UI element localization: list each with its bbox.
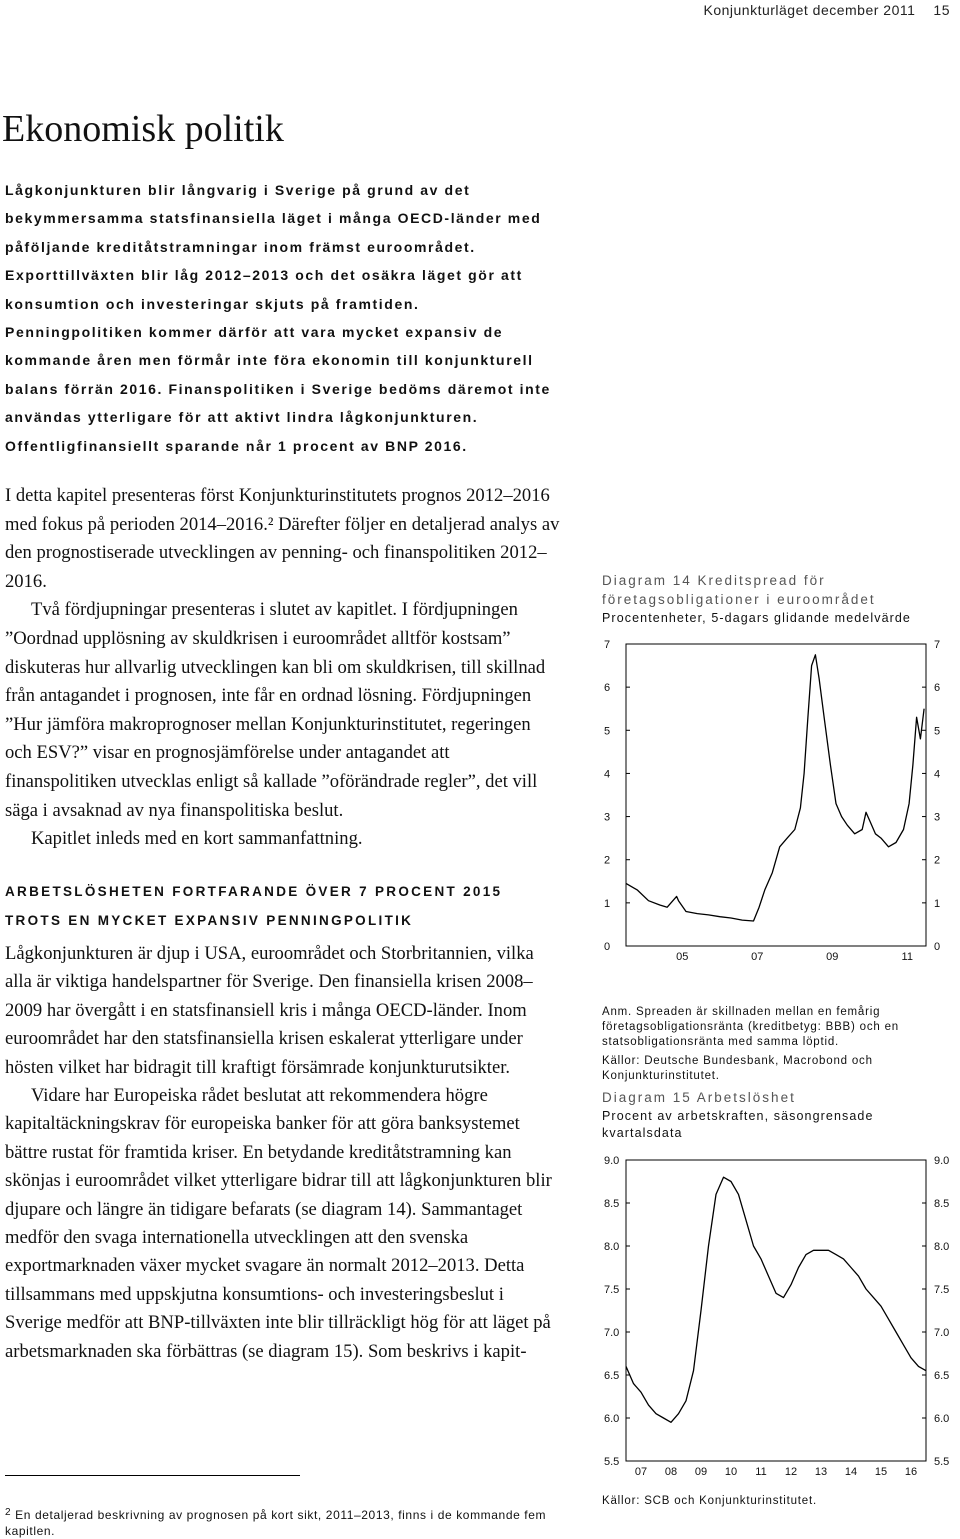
diagram-14-sources: Källor: Deutsche Bundesbank, Macrobond och Konjunkturinstitutet. <box>602 1055 873 1082</box>
diagram-15-ytick-label-right: 8.5 <box>934 1198 950 1210</box>
diagram-14-ytick-label-right: 0 <box>934 941 941 953</box>
diagram-14-header <box>602 571 954 627</box>
diagram-15-ytick-label-left: 6.0 <box>604 1413 620 1425</box>
diagram-14-xtick-label: 09 <box>826 951 839 963</box>
diagram-15-xtick-label: 11 <box>755 1466 767 1478</box>
running-header <box>685 2 950 18</box>
diagram-14-ytick-label-right: 4 <box>934 768 941 781</box>
diagram-15-xtick-label: 16 <box>904 1466 918 1478</box>
publication-name: Konjunkturläget december 2011 <box>703 2 916 18</box>
diagram-14-ytick-label-left: 4 <box>604 768 611 781</box>
footnote-marker: 2 <box>5 1507 12 1518</box>
diagram-14-ytick-label-left: 3 <box>604 811 611 824</box>
diagram-15-ytick-label-left: 8.0 <box>604 1241 620 1253</box>
diagram-15-ytick-label-right: 8.0 <box>934 1241 950 1253</box>
diagram-15-ytick-label-right: 5.5 <box>934 1456 950 1468</box>
diagram-15-xtick-label: 12 <box>784 1466 798 1478</box>
diagram-15-xtick-label: 09 <box>694 1466 708 1478</box>
diagram-14-subtitle: Procentenheter, 5-dagars glidande medelvärde <box>602 611 911 625</box>
intro-paragraph-2: Två fördjupningar presenteras i slutet av kapitlet. I fördjupningen ”Oordnad upplösning av skuldkrisen i euroområdet alltför kostsam” diskuteras hur allvarlig utvecklingen kan bli om skuldkrisen, till skillnad från antagandet i prognosen, inte får en ordnad lösning. Fördjupningen ”Hur jämföra makroprognoser mellan Konjunkturinstitutet, regeringen och ESV?” visar en prognosjämförelse under antagandet att finanspolitiken utvecklas enligt så kallade ”oförändrade regler”, det vill säga i avsaknad av nya finanspolitiska beslut. <box>5 599 546 821</box>
chapter-title: Ekonomisk politik <box>2 108 284 150</box>
lead-paragraph <box>5 176 560 460</box>
diagram-14-ytick-label-right: 3 <box>934 811 941 824</box>
diagram-14-ytick-label-right: 7 <box>934 639 941 651</box>
lead-text: Lågkonjunkturen blir långvarig i Sverige på grund av det bekymmersamma statsfinansiella läget i många OECD-länder med påföljande kreditåtstramningar inom främst euroområdet. Exporttillväxten blir låg 2012–2013 och det osäkra läget gör att konsumtion och investeringar skjuts på framtiden. Penningpolitiken kommer därför att vara mycket expansiv de kommande åren men förmår inte föra ekonomin till konjunkturell balans förrän 2016. Finanspolitiken i Sverige bedöms däremot inte användas ytterligare för att aktivt lindra lågkonjunkturen. Offentligfinansiellt sparande når 1 procent av BNP 2016. <box>5 182 551 454</box>
diagram-15-ytick-label-right: 7.5 <box>934 1284 950 1296</box>
diagram-14-series-line <box>626 655 924 921</box>
diagram-15-notes <box>602 1494 954 1509</box>
diagram-15-ytick-label-left: 5.5 <box>604 1456 620 1468</box>
footnote <box>5 1505 565 1539</box>
diagram-15-xtick-label: 15 <box>874 1466 888 1478</box>
diagram-15-xtick-label: 07 <box>634 1466 648 1478</box>
footnote-text: En detaljerad beskrivning av prognosen på kort sikt, 2011–2013, finns i de kommande fem kapitlen. <box>5 1508 547 1538</box>
diagram-14-ytick-label-left: 0 <box>604 941 611 953</box>
diagram-15-xtick-label: 13 <box>814 1466 828 1478</box>
diagram-14-ytick-label-left: 7 <box>604 639 611 651</box>
diagram-14-xtick-label: 05 <box>676 951 689 963</box>
diagram-15-series-line <box>626 1177 926 1422</box>
diagram-14-ytick-label-left: 2 <box>604 854 611 867</box>
diagram-14-notes <box>602 1005 954 1084</box>
diagram-15-ytick-label-right: 7.0 <box>934 1327 950 1339</box>
footnote-rule <box>5 1475 300 1476</box>
diagram-15-plot-frame <box>626 1160 926 1461</box>
intro-text <box>5 482 560 854</box>
diagram-14-chart <box>596 632 960 1000</box>
diagram-14-plot-frame <box>626 644 926 946</box>
diagram-14-ytick-label-left: 5 <box>604 725 611 738</box>
section-heading-line-1: ARBETSLÖSHETEN FORTFARANDE ÖVER 7 PROCENT 2015 <box>5 884 503 899</box>
diagram-14-xtick-label: 07 <box>751 951 764 963</box>
diagram-15-subtitle: Procent av arbetskraften, säsongrensade kvartalsdata <box>602 1109 874 1140</box>
diagram-15-ytick-label-left: 9.0 <box>604 1155 620 1167</box>
intro-paragraph-3: Kapitlet inleds med en kort sammanfattning. <box>31 828 363 850</box>
diagram-15-sources: Källor: SCB och Konjunkturinstitutet. <box>602 1495 817 1507</box>
diagram-15-ytick-label-right: 9.0 <box>934 1155 950 1167</box>
diagram-15-xtick-label: 08 <box>664 1466 678 1478</box>
diagram-15-ytick-label-left: 7.0 <box>604 1327 620 1339</box>
section-heading <box>5 877 565 935</box>
diagram-15-ytick-label-left: 8.5 <box>604 1198 620 1210</box>
intro-paragraph-1: I detta kapitel presenteras först Konjunkturinstitutets prognos 2012–2016 med fokus på perioden 2014–2016.² Därefter följer en detaljerad analys av den prognostiserade utvecklingen av penning- och finanspolitiken 2012–2016. <box>5 485 560 592</box>
diagram-15-xtick-label: 10 <box>724 1466 738 1478</box>
diagram-15-header <box>602 1088 954 1142</box>
diagram-15-ytick-label-left: 6.5 <box>604 1370 620 1382</box>
diagram-14-title: Diagram 14 Kreditspread för företagsobligationer i euroområdet <box>602 573 876 607</box>
diagram-15-title: Diagram 15 Arbetslöshet <box>602 1090 796 1105</box>
diagram-14-ytick-label-left: 1 <box>604 897 611 910</box>
diagram-15-chart <box>596 1150 960 1485</box>
section-heading-line-2: TROTS EN MYCKET EXPANSIV PENNINGPOLITIK <box>5 913 414 928</box>
diagram-14-ytick-label-right: 2 <box>934 854 941 867</box>
diagram-15-ytick-label-right: 6.0 <box>934 1413 950 1425</box>
section-paragraph-2: Vidare har Europeiska rådet beslutat att rekommendera högre kapitaltäckningskrav för europeiska banker för att göra banksystemet bättre rustat för framtida kriser. En betydande kreditåtstramning kan skönjas i euroområdet vilket ytterligare bidrar till att lågkonjunkturen blir djupare och längre än tidigare befarats (se diagram 14). Sammantaget medför den svaga internationella utvecklingen att den svenska exportmarknaden växer mycket svagare än normalt 2012–2013. Detta tillsammans med uppskjutna konsumtions- och investeringsbeslut i Sverige medför att BNP-tillväxten inte blir tillräckligt hög för att läget på arbetsmarknaden ska förbättras (se diagram 15). Som beskrivs i kapit- <box>5 1085 552 1362</box>
diagram-14-ytick-label-right: 5 <box>934 725 941 738</box>
page-number: 15 <box>933 2 950 18</box>
diagram-14-ytick-label-right: 6 <box>934 682 941 695</box>
diagram-14-ytick-label-right: 1 <box>934 897 941 910</box>
diagram-14-note: Anm. Spreaden är skillnaden mellan en femårig företagsobligationsränta (kreditbetyg: BBB) och en statsobligationsränta med samma löptid. <box>602 1006 899 1048</box>
diagram-14-ytick-label-left: 6 <box>604 682 611 695</box>
diagram-15-ytick-label-right: 6.5 <box>934 1370 950 1382</box>
section-text <box>5 940 560 1366</box>
diagram-14-xtick-label: 11 <box>901 951 913 963</box>
diagram-15-xtick-label: 14 <box>844 1466 858 1478</box>
section-paragraph-1: Lågkonjunkturen är djup i USA, euroområdet och Storbritannien, vilka alla är viktiga handelspartner för Sverige. Den finansiella krisen 2008–2009 har övergått i en statsfinansiell kris i många OECD-länder. Inom euroområdet har den statsfinansiella krisen eskalerat ytterligare under hösten vilket har bidragit till kraftigt försämrade konjunkturutsikter. <box>5 943 534 1078</box>
diagram-15-ytick-label-left: 7.5 <box>604 1284 620 1296</box>
